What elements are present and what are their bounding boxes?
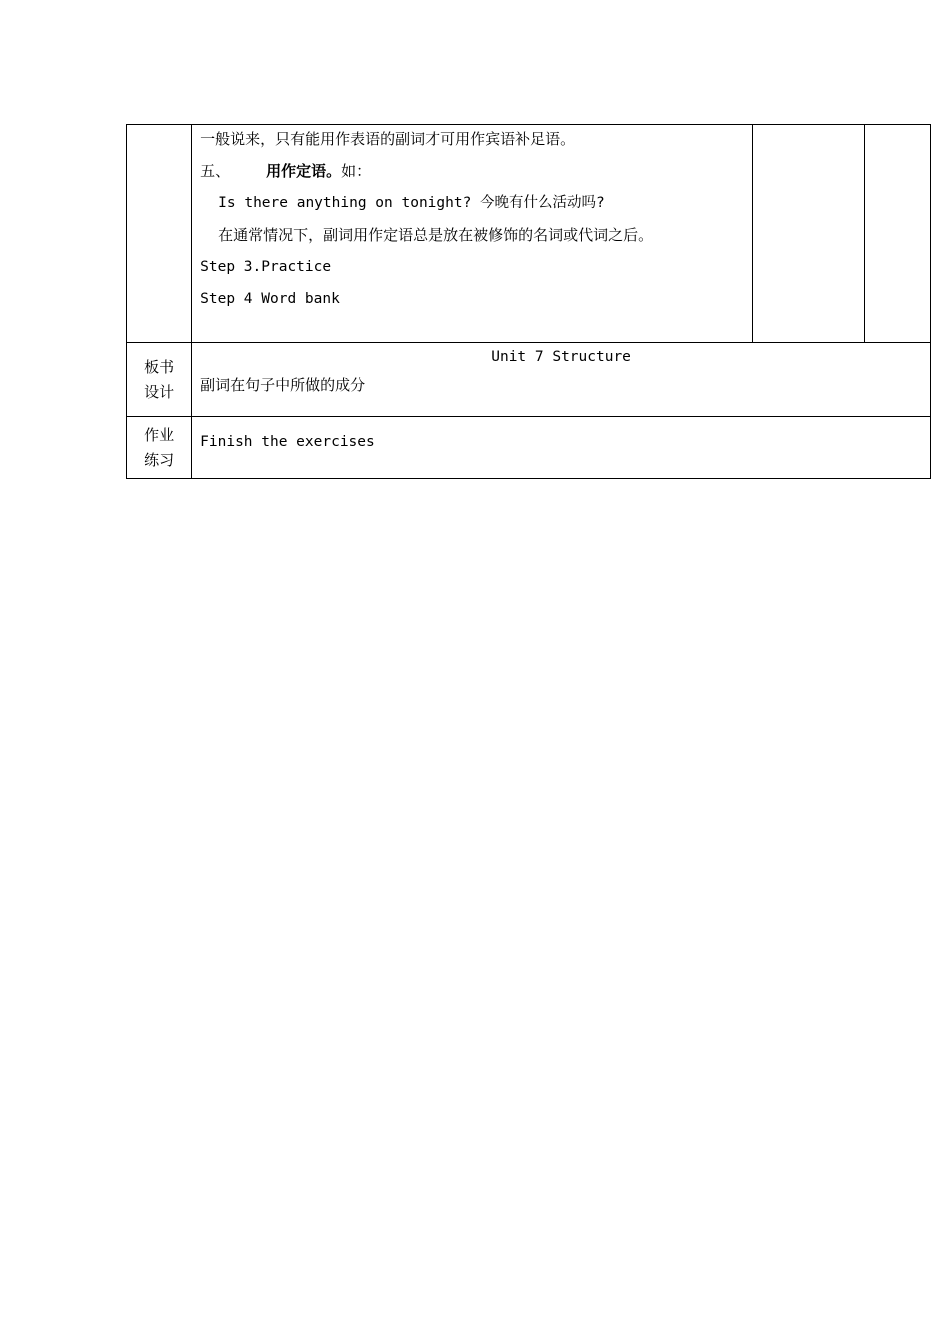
board-title: Unit 7 Structure [491,349,631,365]
board-design-row [127,343,931,417]
empty-cell-b [864,125,930,343]
heading-text: 用作定语。 [266,162,342,180]
step-4-word-bank: Step 4 Word bank [200,291,340,307]
homework-label [127,417,192,479]
empty-cell-a [752,125,864,343]
board-design-content [192,343,931,417]
homework-row [127,417,931,479]
grammar-heading [192,161,751,181]
board-label-line-1: 板书 [144,358,175,376]
board-design-label [127,343,192,417]
grammar-line-1: 一般说来，只有能用作表语的副词才可用作宾语补足语。 [200,130,576,148]
grammar-row [127,125,931,343]
homework-content [192,417,931,479]
heading-suffix: 如： [341,162,372,180]
lesson-plan-table [126,124,931,479]
board-content: 副词在句子中所做的成分 [200,376,366,394]
grammar-note: 在通常情况下，副词用作定语总是放在被修饰的名词或代词之后。 [218,226,654,244]
grammar-content-cell [192,125,752,343]
step-3-practice: Step 3.Practice [200,259,332,275]
grammar-example: Is there anything on tonight? 今晚有什么活动吗? [218,195,605,211]
homework-label-line-1: 作业 [144,426,175,444]
grammar-label-cell [127,125,192,343]
homework-text: Finish the exercises [200,434,375,450]
board-label-line-2: 设计 [144,383,175,401]
homework-label-line-2: 练习 [144,451,175,469]
heading-number: 五、 [200,162,231,180]
